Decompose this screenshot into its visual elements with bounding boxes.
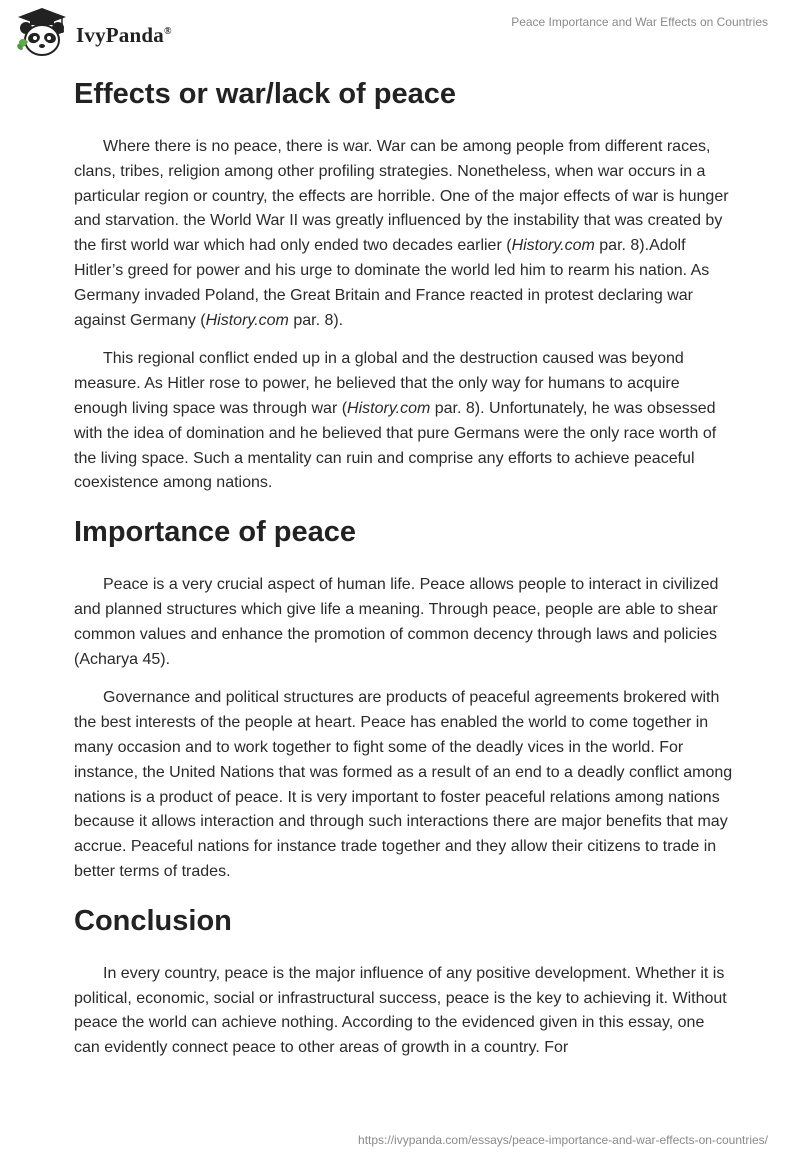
source-url[interactable]: https://ivypanda.com/essays/peace-importance-and-war-effects-on-countries/ <box>358 1133 768 1147</box>
document-title: Peace Importance and War Effects on Countries <box>511 15 768 29</box>
brand-name: IvyPanda® <box>76 22 172 47</box>
paragraph: This regional conflict ended up in a global and the destruction caused was beyond measure. As Hitler rose to power, he believed that the only way for humans to acquire enough living space was through war (History.com par. 8). Unfortunately, he was obsessed with the idea of domination and he believed that pure Germans were the only race worth of the living space. Such a mentality can ruin and comprise any efforts to achieve peaceful coexistence among nations. <box>74 350 717 492</box>
section-heading: Importance of peace <box>74 516 357 549</box>
paragraph: Where there is no peace, there is war. War can be among people from different races, clans, tribes, religion among other profiling strategies. Nonetheless, when war occurs in a particular region or country, the effects are horrible. One of the major effects of war is hunger and starvation. the World War II was greatly influenced by the instability that was created by the first world war which had only ended two decades earlier (History.com par. 8).Adolf Hitler’s greed for power and his urge to dominate the world led him to rearm his nation. As Germany invaded Poland, the Great Britain and France reacted in protest declaring war against Germany (History.com par. 8). <box>74 138 729 329</box>
ivypanda-logo[interactable] <box>14 6 172 60</box>
citation: History.com <box>511 237 595 255</box>
citation: History.com <box>205 311 289 329</box>
page-header <box>0 0 800 70</box>
paragraph: In every country, peace is the major influence of any positive development. Whether it is political, economic, social or infrastructural success, peace is the key to achieving it. Without peace the world can achieve nothing. According to the evidenced given in this essay, one can evidently connect peace to other areas of growth in a country. For <box>74 964 727 1057</box>
section-heading: Effects or war/lack of peace <box>74 78 456 110</box>
citation: History.com <box>347 399 431 417</box>
paragraph: Governance and political structures are products of peaceful agreements brokered with the best interests of the people at heart. Peace has enabled the world to come together in many occasion and to work together to fight some of the deadly vices in the world. For instance, the United Nations that was formed as a result of an end to a deadly conflict among nations is a product of peace. It is very important to foster peaceful relations among nations because it allows interaction and through such interactions there are major benefits that may accrue. Peaceful nations for instance trade together and they allow their citizens to trade in better terms of trades. <box>74 689 733 880</box>
paragraph: Peace is a very crucial aspect of human life. Peace allows people to interact in civilized and planned structures which give life a meaning. Through peace, people are able to shear common values and enhance the promotion of common decency through laws and policies (Acharya 45). <box>74 576 719 668</box>
essay-content <box>74 70 734 1061</box>
section-heading: Conclusion <box>74 904 232 937</box>
panda-logo-icon <box>14 6 70 60</box>
